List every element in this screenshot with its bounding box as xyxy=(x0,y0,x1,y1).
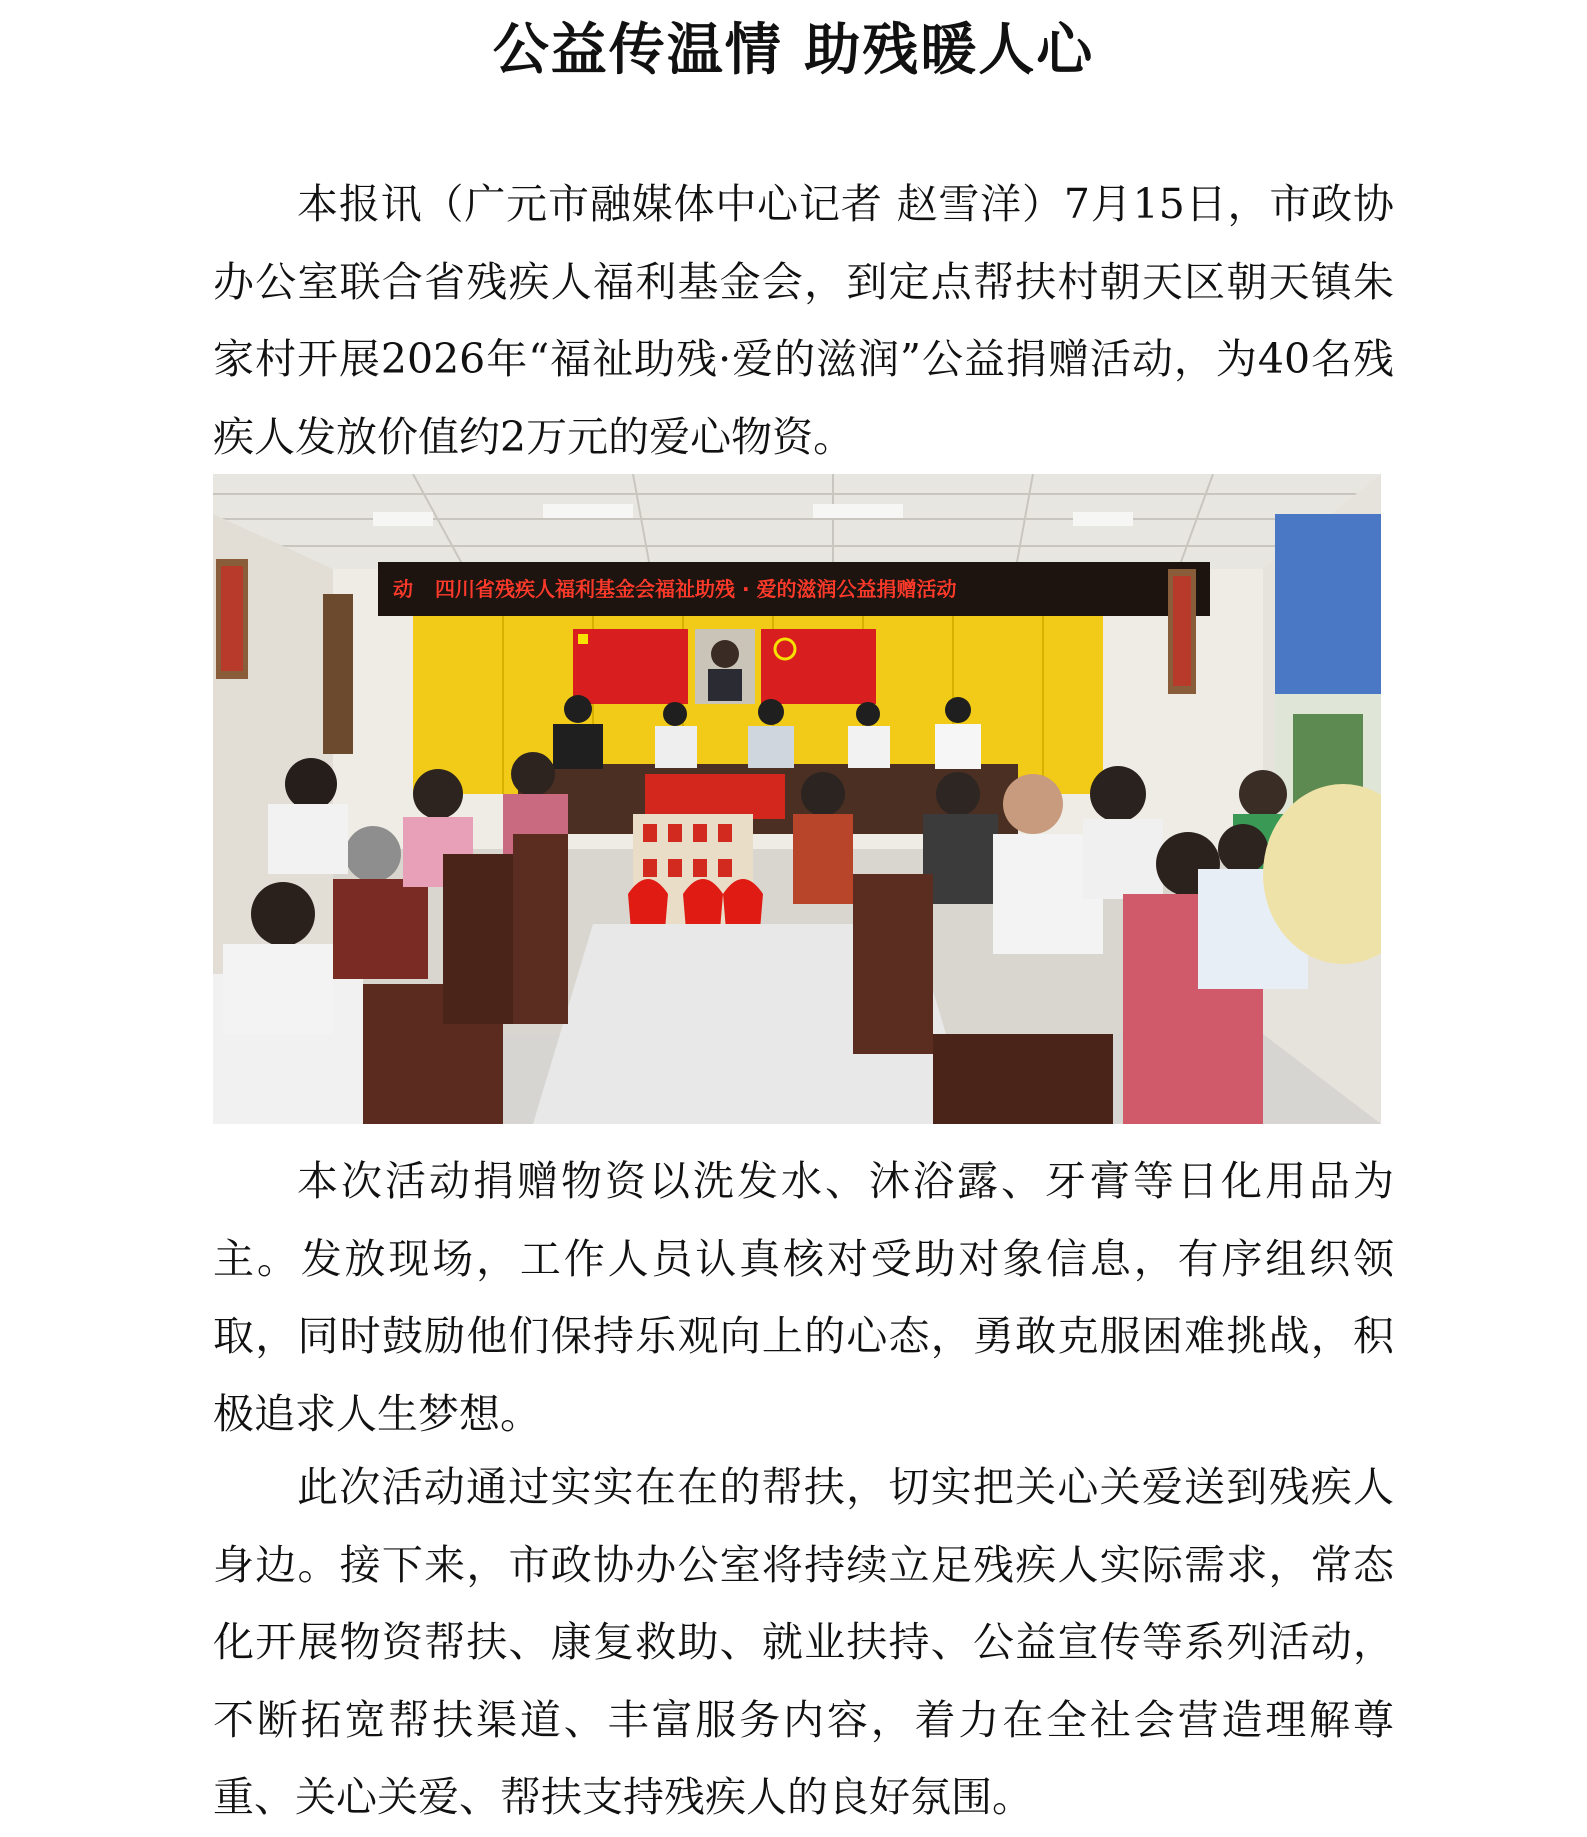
article-paragraph-2: 本次活动捐赠物资以洗发水、沐浴露、牙膏等日化用品为主。发放现场，工作人员认真核对受助对象信息，有序组织领取，同时鼓励他们保持乐观向上的心态，勇敢克服困难挑战，积极追求人生梦想。 xyxy=(213,1157,1394,1438)
banner-prefix: 动 xyxy=(393,577,413,601)
event-photo xyxy=(213,474,1381,1124)
article-title: 公益传温情 助残暖人心 xyxy=(492,17,1095,83)
led-banner xyxy=(378,562,1210,616)
article-paragraph-1: 本报讯（广元市融媒体中心记者 赵雪洋）7月15日，市政协办公室联合省残疾人福利基金会，到定点帮扶村朝天区朝天镇朱家村开展2026年“福祉助残·爱的滋润”公益捐赠活动，为40名残疾人发放价值约2万元的爱心物资。 xyxy=(213,180,1394,461)
banner-text: 四川省残疾人福利基金会福祉助残 · 爱的滋润公益捐赠活动 xyxy=(435,577,957,601)
article-paragraph-3: 此次活动通过实实在在的帮扶，切实把关心关爱送到残疾人身边。接下来，市政协办公室将持续立足残疾人实际需求，常态化开展物资帮扶、康复救助、就业扶持、公益宣传等系列活动，不断拓宽帮扶渠道、丰富服务内容，着力在全社会营造理解尊重、关心关爱、帮扶支持残疾人的良好氛围。 xyxy=(213,1463,1394,1821)
